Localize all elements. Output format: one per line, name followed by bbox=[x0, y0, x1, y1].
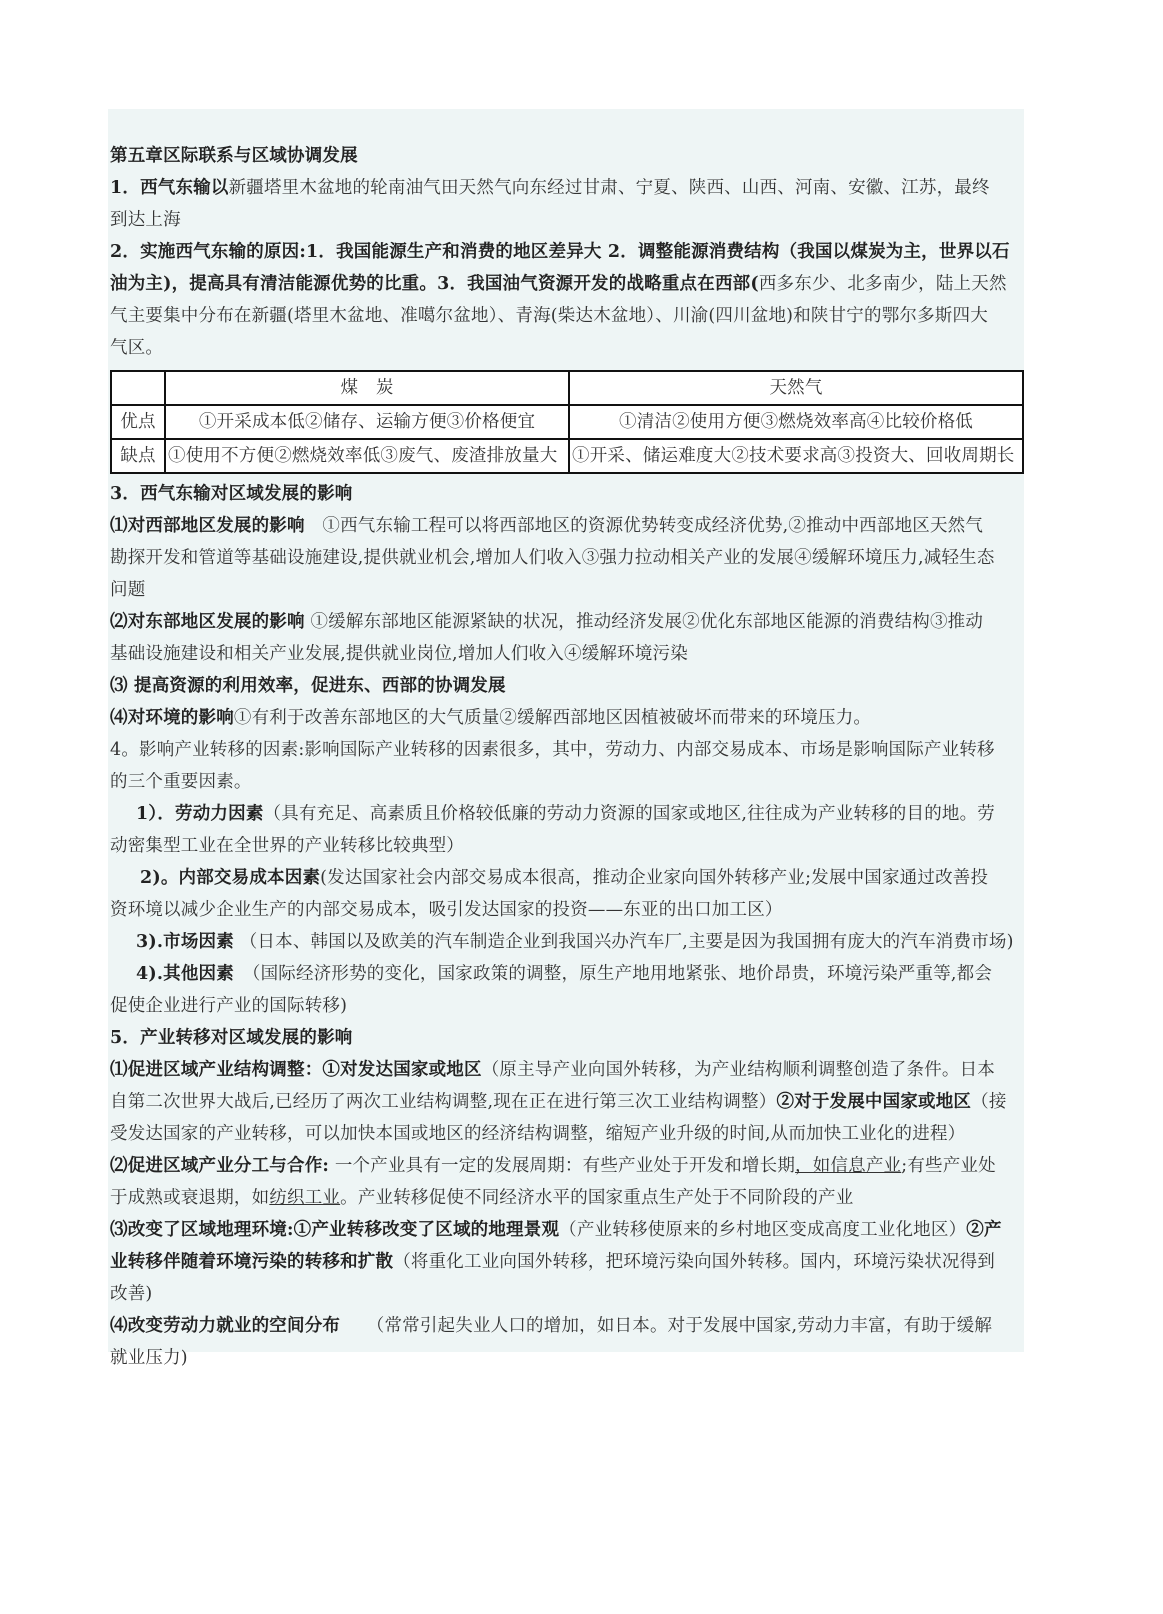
document-body bbox=[110, 140, 1022, 1374]
section-5-p2-text-2b: 。产业转移促使不同经济水平的国家重点生产处于不同阶段的产业 bbox=[340, 1188, 854, 1208]
section-5-p2-line-1 bbox=[110, 1150, 1022, 1182]
section-5-p4-line-2: 就业压力) bbox=[110, 1348, 188, 1368]
section-4-factor-1-text: （具有充足、高素质且价格较低廉的劳动力资源的国家或地区,往往成为产业转移的目的地。劳 bbox=[263, 804, 995, 824]
section-2-line-2 bbox=[110, 268, 1022, 300]
table-row-label: 优点 bbox=[111, 405, 165, 439]
section-5-p1-line-1 bbox=[110, 1054, 1022, 1086]
section-5-p2-text-2: 于成熟或衰退期，如 bbox=[110, 1188, 270, 1208]
table-header-row bbox=[111, 371, 1023, 405]
section-5-p2-line-2 bbox=[110, 1182, 1022, 1214]
section-5-p2-underline-1: ，如信息产业 bbox=[795, 1156, 902, 1176]
chapter-title-text: 第五章区际联系与区域协调发展 bbox=[110, 146, 358, 166]
chapter-title bbox=[110, 140, 1022, 172]
section-1-line-2: 到达上海 bbox=[110, 210, 181, 230]
section-5-p1-text: （原主导产业向国外转移，为产业结构顺利调整创造了条件。日本 bbox=[481, 1060, 996, 1080]
section-3-p4-text: ①有利于改善东部地区的大气质量②缓解西部地区因植被破坏而带来的环境压力。 bbox=[233, 708, 872, 728]
table-header-coal: 煤 炭 bbox=[165, 371, 569, 405]
section-3-p2-line-1 bbox=[110, 606, 1022, 638]
section-5-p3-line-1 bbox=[110, 1214, 1022, 1246]
section-4-factor-4-text: （国际经济形势的变化，国家政策的调整，原生产地用地紧张、地价昂贵，环境污染严重等,都会 bbox=[233, 964, 993, 984]
section-3-p4 bbox=[110, 702, 1022, 734]
section-3-p1-lead: ⑴对西部地区发展的影响 bbox=[110, 516, 305, 536]
section-2-line-3: 气主要集中分布在新疆(塔里木盆地、准噶尔盆地）、青海(柴达木盆地）、川渝(四川盆地)和陕甘宁的鄂尔多斯四大 bbox=[110, 306, 988, 326]
section-5-p2-text-1b: ;有些产业处 bbox=[901, 1156, 996, 1176]
section-3-p2-text: ①缓解东部地区能源紧缺的状况，推动经济发展②优化东部地区能源的消费结构③推动 bbox=[310, 612, 984, 632]
section-5-title: 5．产业转移对区域发展的影响 bbox=[110, 1028, 353, 1048]
table-corner-cell bbox=[111, 371, 165, 405]
section-2-lead: 油为主)，提高具有清洁能源优势的比重。3．我国油气资源开发的战略重点在西部( bbox=[110, 274, 759, 294]
section-4-factor-2-lead: 2)。内部交易成本因素 bbox=[140, 868, 321, 888]
section-3-p2-lead: ⑵对东部地区发展的影响 bbox=[110, 612, 305, 632]
section-3-p1-line-1 bbox=[110, 510, 1022, 542]
section-4-factor-3-lead: 3).市场因素 bbox=[136, 932, 234, 952]
section-4-line-2: 的三个重要因素。 bbox=[110, 772, 252, 792]
section-4-factor-2-line-2: 资环境以减少企业生产的内部交易成本，吸引发达国家的投资——东亚的出口加工区） bbox=[110, 900, 783, 920]
section-3-p3: ⑶ 提高资源的利用效率，促进东、西部的协调发展 bbox=[110, 676, 506, 696]
section-3-p4-lead: ⑷对环境的影响 bbox=[110, 708, 234, 728]
table-row bbox=[111, 439, 1023, 473]
table-row bbox=[111, 405, 1023, 439]
section-4-factor-4-lead: 4).其他因素 bbox=[136, 964, 234, 984]
table-header-gas: 天然气 bbox=[569, 371, 1023, 405]
section-4-factor-3 bbox=[110, 926, 1022, 958]
section-3-p1-text: ①西气东输工程可以将西部地区的资源优势转变成经济优势,②推动中西部地区天然气 bbox=[304, 516, 984, 536]
section-5-p1-text-2b: （接 bbox=[971, 1092, 1007, 1112]
section-5-p4-lead: ⑷改变劳动力就业的空间分布 bbox=[110, 1316, 341, 1336]
section-3-p1-line-3: 问题 bbox=[110, 580, 146, 600]
section-5-p4-line-1 bbox=[110, 1310, 1022, 1342]
table-cell: ①开采成本低②储存、运输方便③价格便宜 bbox=[165, 405, 569, 439]
section-5-p2-underline-2: 纺织工业 bbox=[269, 1188, 341, 1208]
section-2-line-4: 气区。 bbox=[110, 338, 164, 358]
section-4-line-1: 4。影响产业转移的因素:影响国际产业转移的因素很多，其中，劳动力、内部交易成本、市场是影响国际产业转移 bbox=[110, 740, 995, 760]
section-1-line-1 bbox=[110, 172, 1022, 204]
section-4-factor-1-line-1 bbox=[110, 798, 1022, 830]
section-4-factor-4-line-1 bbox=[110, 958, 1022, 990]
section-4-factor-1-line-2: 动密集型工业在全世界的产业转移比较典型） bbox=[110, 836, 464, 856]
section-3-title: 3．西气东输对区域发展的影响 bbox=[110, 484, 353, 504]
section-2-line-1: 2．实施西气东输的原因:1．我国能源生产和消费的地区差异大 2．调整能源消费结构（我国以煤炭为主，世界以石 bbox=[110, 242, 1010, 262]
section-5-p3-text: （产业转移使原来的乡村地区变成高度工业化地区） bbox=[559, 1220, 967, 1240]
section-3-p1-line-2: 勘探开发和管道等基础设施建设,提供就业机会,增加人们收入③强力拉动相关产业的发展④缓解环境压力,减轻生态 bbox=[110, 548, 995, 568]
section-5-p3-line-2 bbox=[110, 1246, 1022, 1278]
comparison-table bbox=[110, 370, 1024, 474]
section-4-factor-4-line-2: 促使企业进行产业的国际转移) bbox=[110, 996, 348, 1016]
section-4-factor-2-line-1 bbox=[110, 862, 1022, 894]
table-cell: ①开采、储运难度大②技术要求高③投资大、回收周期长 bbox=[569, 439, 1023, 473]
section-1-lead: 1．西气东输以 bbox=[110, 178, 229, 198]
section-3-p2-line-2: 基础设施建设和相关产业发展,提供就业岗位,增加人们收入④缓解环境污染 bbox=[110, 644, 688, 664]
section-5-p4-text: （常常引起失业人口的增加，如日本。对于发展中国家,劳动力丰富，有助于缓解 bbox=[340, 1316, 993, 1336]
section-4-factor-1-lead: 1）．劳动力因素 bbox=[136, 804, 264, 824]
section-5-p3-text-2: （将重化工业向国外转移，把环境污染向国外转移。国内，环境污染状况得到 bbox=[393, 1252, 996, 1272]
section-5-p3-lead-2: ②产 bbox=[966, 1220, 1002, 1240]
section-5-p3-line-3: 改善) bbox=[110, 1284, 153, 1304]
section-5-p3-lead-3: 业转移伴随着环境污染的转移和扩散 bbox=[110, 1252, 394, 1272]
section-2-text: 西多东少、北多南少，陆上天然 bbox=[758, 274, 1007, 294]
section-5-p1-line-2 bbox=[110, 1086, 1022, 1118]
section-5-p2-text: 一个产业具有一定的发展周期：有些产业处于开发和增长期 bbox=[334, 1156, 796, 1176]
table-row-label: 缺点 bbox=[111, 439, 165, 473]
section-5-p1-text-2: 自第二次世界大战后,已经历了两次工业结构调整,现在正在进行第三次工业结构调整） bbox=[110, 1092, 777, 1112]
section-1-text: 新疆塔里木盆地的轮南油气田天然气向东经过甘肃、宁夏、陕西、山西、河南、安徽、江苏，最终 bbox=[228, 178, 990, 198]
section-4-factor-2-text: (发达国家社会内部交易成本很高，推动企业家向国外转移产业;发展中国家通过改善投 bbox=[320, 868, 989, 888]
section-5-p3-lead: ⑶改变了区域地理环境:①产业转移改变了区域的地理景观 bbox=[110, 1220, 560, 1240]
section-4-factor-3-text: （日本、韩国以及欧美的汽车制造企业到我国兴办汽车厂,主要是因为我国拥有庞大的汽车消费市场) bbox=[239, 932, 1014, 952]
table-cell: ①清洁②使用方便③燃烧效率高④比较价格低 bbox=[569, 405, 1023, 439]
section-5-p1-lead-2: ②对于发展中国家或地区 bbox=[776, 1092, 972, 1112]
section-5-p1-lead: ⑴促进区域产业结构调整：①对发达国家或地区 bbox=[110, 1060, 482, 1080]
section-5-p1-line-3: 受发达国家的产业转移，可以加快本国或地区的经济结构调整，缩短产业升级的时间,从而加快工业化的进程） bbox=[110, 1124, 966, 1144]
table-cell: ①使用不方便②燃烧效率低③废气、废渣排放量大 bbox=[165, 439, 569, 473]
section-5-p2-lead: ⑵促进区域产业分工与合作: bbox=[110, 1156, 330, 1176]
